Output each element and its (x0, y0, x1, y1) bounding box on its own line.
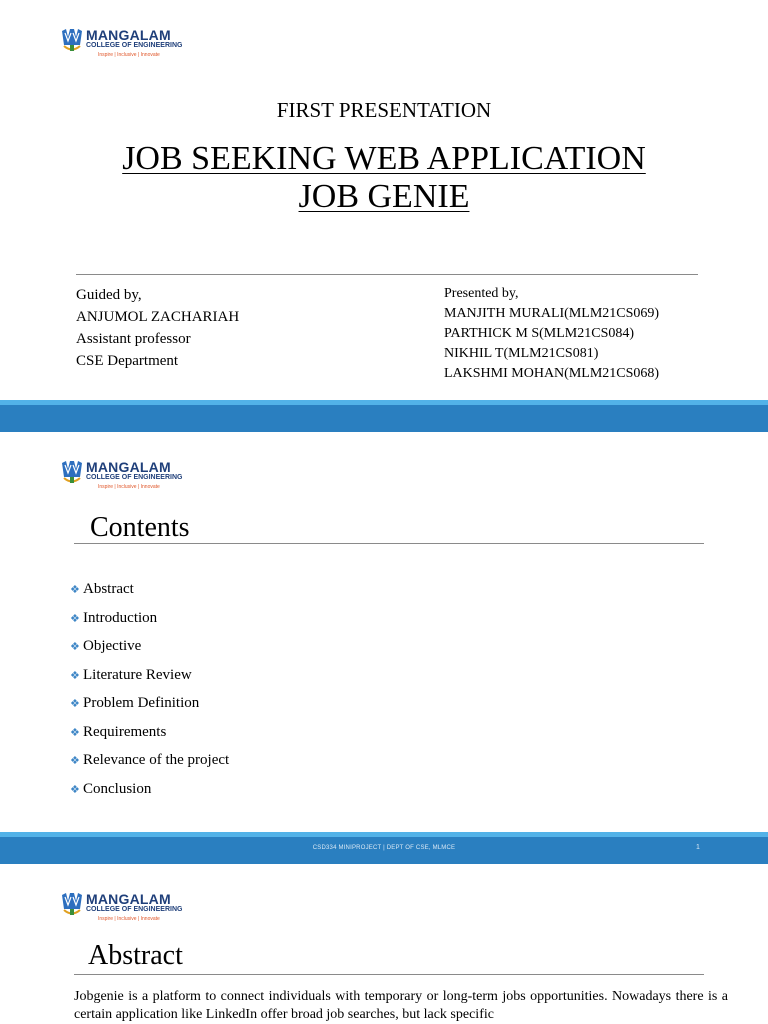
guided-by-block (76, 284, 239, 372)
list-item (70, 721, 229, 750)
contents-list (70, 578, 229, 806)
slide-contents (0, 432, 768, 832)
list-item (70, 778, 229, 807)
footer-text: CSD334 MINIPROJECT | DEPT OF CSE, MLMCE (312, 845, 456, 851)
guided-by-label: Guided by, (76, 287, 142, 303)
logo-name: MANGALAM (86, 27, 171, 43)
heading-underline (74, 543, 704, 544)
guide-name: ANJUMOL ZACHARIAH (76, 309, 240, 325)
guide-department: CSE Department (76, 353, 179, 369)
logo-subtitle: COLLEGE OF ENGINEERING (86, 474, 183, 481)
list-item (70, 635, 229, 664)
presenter-name: MANJITH MURALI(MLM21CS069) (444, 306, 660, 321)
list-item-label: Relevance of the project (83, 752, 230, 768)
presenter-name: PARTHICK M S(MLM21CS084) (444, 326, 635, 341)
list-item (70, 692, 229, 721)
band-stripe (0, 400, 768, 405)
diamond-bullet-icon: ❖ (70, 726, 80, 739)
divider-line (76, 274, 698, 275)
crest-icon (60, 27, 84, 55)
logo-tagline: Inspire | Inclusive | Innovate (98, 52, 160, 58)
band-stripe (0, 832, 768, 837)
list-item-label: Problem Definition (83, 695, 200, 711)
logo-tagline: Inspire | Inclusive | Innovate (98, 484, 160, 490)
diamond-bullet-icon: ❖ (70, 783, 80, 796)
page-number: 1 (696, 844, 700, 851)
logo-tagline: Inspire | Inclusive | Innovate (98, 916, 160, 922)
diamond-bullet-icon: ❖ (70, 612, 80, 625)
list-item-label: Literature Review (83, 666, 192, 683)
presenter-name: NIKHIL T(MLM21CS081) (444, 346, 599, 361)
list-item (70, 578, 229, 607)
presentation-title-line1: JOB SEEKING WEB APPLICATION (122, 140, 646, 177)
crest-icon (60, 459, 84, 487)
list-item-label: Objective (83, 638, 142, 654)
logo-name: MANGALAM (86, 891, 171, 907)
college-logo (60, 27, 190, 63)
list-item (70, 607, 229, 636)
slide-abstract (0, 864, 768, 1024)
list-item-label: Conclusion (83, 780, 152, 797)
list-item (70, 749, 229, 778)
guide-designation: Assistant professor (76, 331, 191, 347)
list-item-label: Requirements (83, 723, 167, 740)
slide-footer-band (0, 832, 768, 864)
list-item-label: Introduction (83, 609, 158, 626)
presenter-name: LAKSHMI MOHAN(MLM21CS068) (444, 366, 660, 381)
college-logo (60, 459, 190, 495)
abstract-heading: Abstract (88, 940, 183, 971)
diamond-bullet-icon: ❖ (70, 641, 80, 653)
slide-title (0, 0, 768, 400)
presented-by-block (444, 284, 659, 384)
heading-underline (74, 974, 704, 975)
slide-separator-band (0, 400, 768, 432)
presentation-subtitle: FIRST PRESENTATION (276, 98, 492, 122)
crest-icon (60, 891, 84, 919)
college-logo (60, 891, 190, 927)
diamond-bullet-icon: ❖ (70, 698, 80, 710)
logo-subtitle: COLLEGE OF ENGINEERING (86, 42, 183, 49)
diamond-bullet-icon: ❖ (70, 669, 80, 682)
presentation-title-line2: JOB GENIE (298, 178, 470, 215)
logo-name: MANGALAM (86, 459, 171, 475)
contents-heading: Contents (90, 512, 190, 543)
logo-subtitle: COLLEGE OF ENGINEERING (86, 906, 183, 913)
list-item-label: Abstract (83, 581, 134, 597)
list-item (70, 664, 229, 693)
diamond-bullet-icon: ❖ (70, 755, 80, 767)
abstract-body: Jobgenie is a platform to connect individuals with temporary or long-term jobs opportunities. Nowadays there is a certain application like LinkedIn offer broad job searches, but lack specific (74, 989, 728, 1022)
diamond-bullet-icon: ❖ (70, 584, 80, 596)
presented-by-label: Presented by, (444, 286, 519, 301)
